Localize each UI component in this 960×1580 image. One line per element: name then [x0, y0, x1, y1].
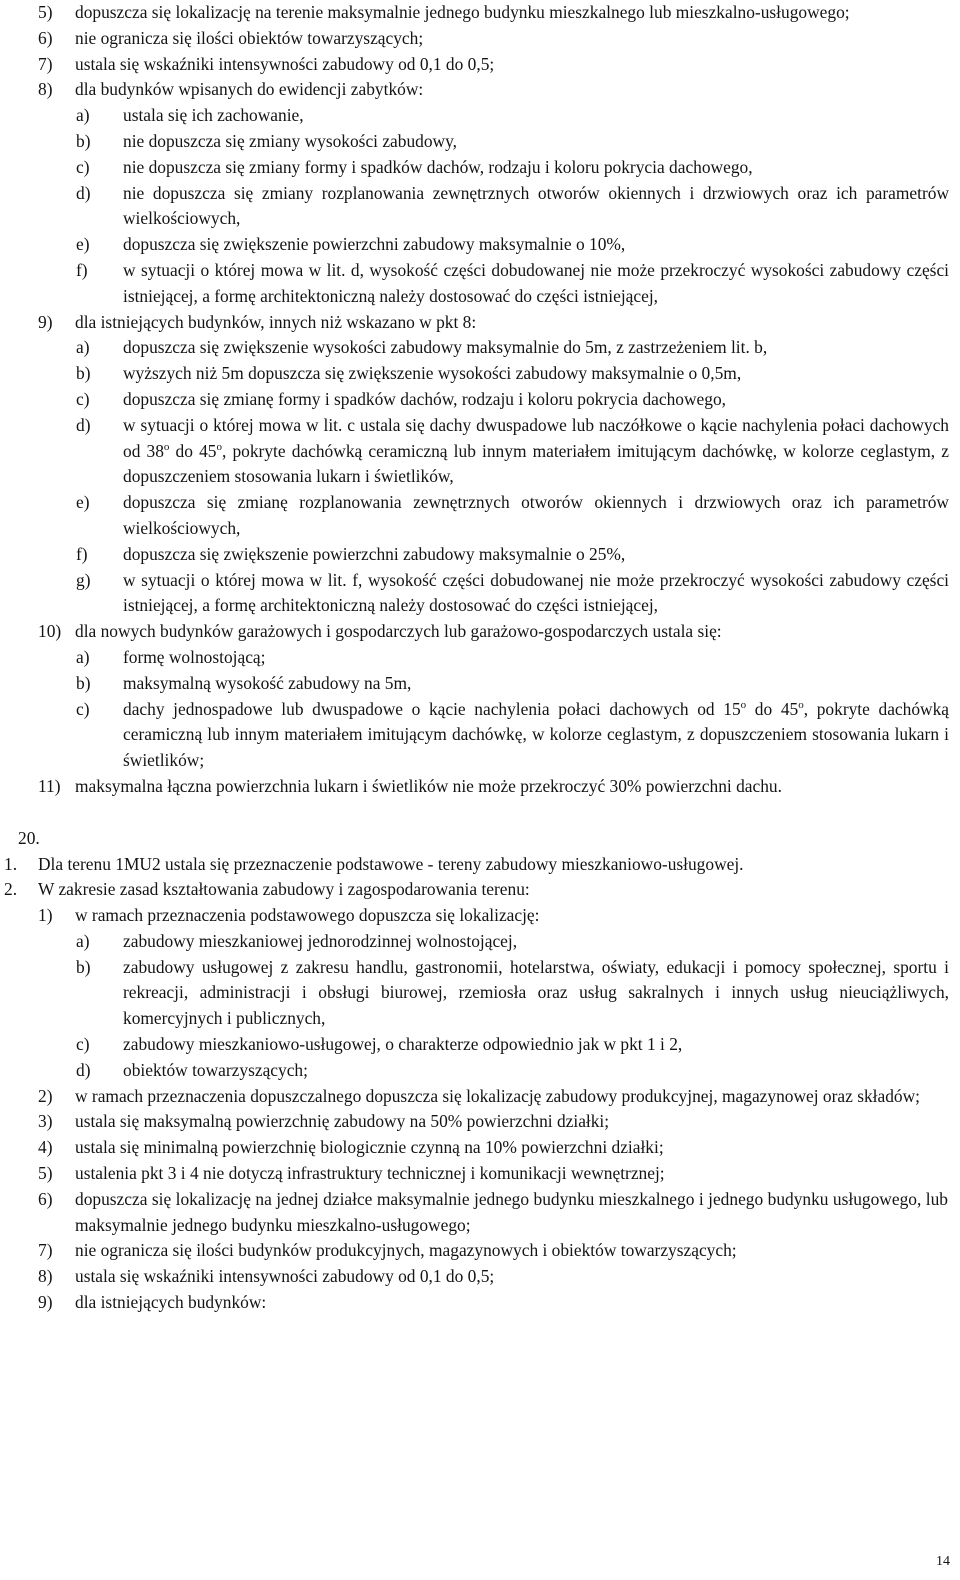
list-item-label: 6): [38, 27, 53, 48]
list-item-label: b): [76, 130, 91, 151]
text-fragment: do 45: [746, 698, 799, 719]
list-item-text: W zakresie zasad kształtowania zabudowy i zagospodarowania terenu:: [38, 879, 530, 900]
list-item-label: a): [76, 105, 90, 126]
section-number: 20.: [18, 827, 40, 848]
text-fragment: , pokryte dachówką ceramiczną lub innym materiałem imitującym dachówkę, w kolorze ceglastym, z dopuszczeniem stosowania lukarn i świetlików;: [123, 698, 949, 771]
list-item: [0, 1238, 960, 1264]
text-fragment: do 45: [169, 440, 217, 461]
text-fragment: w sytuacji o której mowa w lit. c ustala się dachy dwuspadowe lub naczółkowe o kącie nachylenia połaci dachowych od 38: [123, 414, 949, 461]
list-item: [0, 1161, 960, 1187]
list-item: [0, 26, 960, 52]
list-item-text: ustala się maksymalną powierzchnię zabudowy na 50% powierzchni działki;: [75, 1111, 610, 1132]
list-item: [0, 361, 960, 387]
list-item-label: 4): [38, 1137, 53, 1158]
list-item-label: 6): [38, 1188, 53, 1209]
list-item-text: nie dopuszcza się zmiany rozplanowania zewnętrznych otworów okiennych i drzwiowych oraz ich parametrów wielkościowych,: [123, 182, 949, 229]
list-item-label: d): [76, 182, 91, 203]
list-item-label: 7): [38, 53, 53, 74]
list-item: [0, 774, 960, 800]
list-item-text: dla istniejących budynków:: [75, 1292, 267, 1313]
list-item: [0, 1058, 960, 1084]
list-item-label: a): [76, 646, 90, 667]
list-item-label: 5): [38, 2, 53, 22]
list-item-label: d): [76, 1059, 91, 1080]
superscript-text: o: [216, 440, 222, 453]
list-item: [0, 335, 960, 361]
page-number: 14: [936, 1554, 950, 1569]
list-item-text: nie ogranicza się ilości obiektów towarzyszących;: [75, 27, 424, 48]
list-item: [0, 1084, 960, 1110]
list-item-label: 7): [38, 1240, 53, 1261]
list-item-label: a): [76, 930, 90, 951]
list-item: [0, 877, 960, 903]
text-fragment: , pokryte dachówką ceramiczną lub innym materiałem imitującym dachówkę, w kolorze ceglastym, z dopuszczeniem stosowania lukarn i świetlików,: [123, 440, 949, 487]
list-item-text: w sytuacji o której mowa w lit. d, wysokość części dobudowanej nie może przekroczyć wysokości zabudowy części istniejącej, a formę architektoniczną należy dostosować do części istniejącej,: [123, 259, 949, 306]
list-item-text: ustala się ich zachowanie,: [123, 105, 304, 126]
list-item-text: zabudowy mieszkaniowej jednorodzinnej wolnostojącej,: [123, 930, 518, 951]
list-item-text: dopuszcza się lokalizację na jednej działce maksymalnie jednego budynku mieszkalnego i jednego budynku usługowego, lub maksymalnie jednego budynku mieszkalno-usługowego;: [75, 1188, 948, 1235]
list-item: [0, 387, 960, 413]
list-item: [0, 258, 960, 310]
list-item-label: 3): [38, 1111, 53, 1132]
text-fragment: dachy jednospadowe lub dwuspadowe o kącie nachylenia połaci dachowych od 15: [123, 698, 741, 719]
list-item-text: zabudowy mieszkaniowo-usługowej, o charakterze odpowiednio jak w pkt 1 i 2,: [123, 1034, 683, 1055]
list-item-text: dla nowych budynków garażowych i gospodarczych lub garażowo-gospodarczych ustala się:: [75, 621, 722, 642]
list-item-text: obiektów towarzyszących;: [123, 1059, 308, 1080]
list-item-text: dopuszcza się zmianę formy i spadków dachów, rodzaju i koloru pokrycia dachowego,: [123, 388, 726, 409]
list-item-label: 8): [38, 1266, 53, 1287]
list-item-label: c): [76, 1034, 90, 1055]
list-item-label: f): [76, 259, 88, 280]
list-item-label: b): [76, 672, 91, 693]
list-item: [0, 568, 960, 620]
list-item-text: nie dopuszcza się zmiany formy i spadków dachów, rodzaju i koloru pokrycia dachowego,: [123, 156, 753, 177]
list-item-text: wyższych niż 5m dopuszcza się zwiększenie wysokości zabudowy maksymalnie o 0,5m,: [123, 363, 742, 384]
list-item-label: 8): [38, 79, 53, 100]
list-item-label: c): [76, 698, 90, 719]
list-item-text: dla istniejących budynków, innych niż wskazano w pkt 8:: [75, 311, 477, 332]
list-item: [0, 1135, 960, 1161]
list-item-label: 2.: [4, 879, 18, 900]
regulation-list-section-20: [0, 852, 960, 1316]
list-item: [0, 1032, 960, 1058]
list-item-text: ustalenia pkt 3 i 4 nie dotyczą infrastruktury technicznej i komunikacji wewnętrznej;: [75, 1163, 665, 1184]
list-item: [0, 645, 960, 671]
list-item: [0, 955, 960, 1032]
list-item-label: d): [76, 414, 91, 435]
list-item: [0, 671, 960, 697]
list-item-text: formę wolnostojącą;: [123, 646, 266, 667]
list-item: [0, 1109, 960, 1135]
list-item-label: 10): [38, 621, 62, 642]
list-item-label: f): [76, 543, 88, 564]
list-item-text: ustala się wskaźniki intensywności zabudowy od 0,1 do 0,5;: [75, 53, 495, 74]
list-item-text: Dla terenu 1MU2 ustala się przeznaczenie podstawowe - tereny zabudowy mieszkaniowo-usługowej.: [38, 853, 744, 874]
list-item-label: 5): [38, 1163, 53, 1184]
list-item-label: e): [76, 492, 90, 513]
list-item: [0, 619, 960, 645]
list-item: [0, 697, 960, 774]
list-item-text: dopuszcza się zwiększenie powierzchni zabudowy maksymalnie o 10%,: [123, 234, 626, 255]
list-item-label: a): [76, 337, 90, 358]
list-item: [0, 77, 960, 103]
list-item-label: 1.: [4, 853, 18, 874]
list-item: [0, 129, 960, 155]
list-item-text: dla budynków wpisanych do ewidencji zabytków:: [75, 79, 424, 100]
list-item-text: w ramach przeznaczenia dopuszczalnego dopuszcza się lokalizację zabudowy produkcyjnej, magazynowej oraz składów;: [75, 1085, 920, 1106]
list-item-text: ustala się minimalną powierzchnię biologicznie czynną na 10% powierzchni działki;: [75, 1137, 664, 1158]
list-item-text: nie ogranicza się ilości budynków produkcyjnych, magazynowych i obiektów towarzyszących;: [75, 1240, 737, 1261]
list-item: [0, 310, 960, 336]
list-item-label: 9): [38, 311, 53, 332]
superscript-text: o: [798, 698, 804, 711]
list-item-text: ustala się wskaźniki intensywności zabudowy od 0,1 do 0,5;: [75, 1266, 495, 1287]
list-item-text: [123, 413, 949, 490]
list-item-label: c): [76, 388, 90, 409]
list-item: [0, 413, 960, 490]
list-item-text: w ramach przeznaczenia podstawowego dopuszcza się lokalizację:: [75, 905, 540, 926]
list-item-label: b): [76, 956, 91, 977]
list-item-text: dopuszcza się zwiększenie powierzchni zabudowy maksymalnie o 25%,: [123, 543, 626, 564]
list-item-text: zabudowy usługowej z zakresu handlu, gastronomii, hotelarstwa, oświaty, edukacji i pomocy społecznej, sportu i rekreacji, administracji i obsługi biurowej, rzemiosła oraz usług sakralnych i innych usług nieuciążliwych, komercyjnych i publicznych,: [123, 956, 949, 1029]
list-item-label: 9): [38, 1292, 53, 1313]
list-item-text: dopuszcza się lokalizację na terenie maksymalnie jednego budynku mieszkalnego lub mieszkalno-usługowego;: [75, 2, 850, 22]
list-item-text: [123, 697, 949, 774]
list-item-label: g): [76, 569, 91, 590]
list-item-label: 2): [38, 1085, 53, 1106]
list-item: [0, 1290, 960, 1316]
list-item: [0, 1187, 960, 1239]
list-item: [0, 852, 960, 878]
list-item: [0, 903, 960, 929]
list-item-label: e): [76, 234, 90, 255]
list-item: [0, 490, 960, 542]
superscript-text: o: [740, 698, 747, 711]
list-item-text: dopuszcza się zmianę rozplanowania zewnętrznych otworów okiennych i drzwiowych oraz ich parametrów wielkościowych,: [123, 492, 949, 538]
list-item: [0, 542, 960, 568]
list-item: [0, 0, 960, 26]
list-item: [0, 155, 960, 181]
list-item-label: c): [76, 156, 90, 177]
list-item-text: maksymalną wysokość zabudowy na 5m,: [123, 672, 412, 693]
list-item: [0, 103, 960, 129]
list-item-label: b): [76, 363, 91, 384]
list-item: [0, 232, 960, 258]
superscript-text: o: [163, 440, 170, 453]
list-item: [0, 929, 960, 955]
list-item: [0, 1264, 960, 1290]
list-item-label: 11): [38, 775, 61, 796]
list-item: [0, 52, 960, 78]
list-item-text: maksymalna łączna powierzchnia lukarn i świetlików nie może przekroczyć 30% powierzchni dachu.: [75, 775, 782, 796]
list-item-text: dopuszcza się zwiększenie wysokości zabudowy maksymalnie do 5m, z zastrzeżeniem lit. b,: [123, 337, 768, 358]
list-item-text: nie dopuszcza się zmiany wysokości zabudowy,: [123, 130, 458, 151]
list-item-text: w sytuacji o której mowa w lit. f, wysokość części dobudowanej nie może przekroczyć wysokości zabudowy części istniejącej, a formę architektoniczną należy dostosować do części istniejącej,: [123, 569, 949, 616]
list-item: [0, 181, 960, 233]
list-item-label: 1): [38, 905, 53, 926]
